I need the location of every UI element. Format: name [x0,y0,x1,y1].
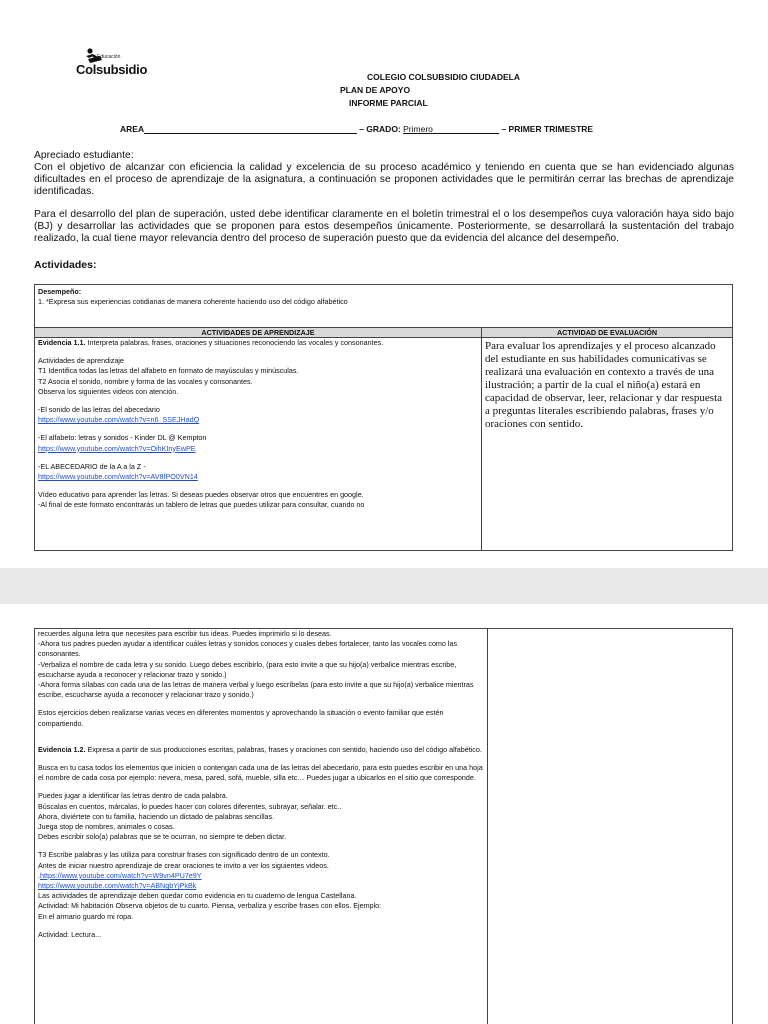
school-name: COLEGIO COLSUBSIDIO CIUDADELA [367,72,521,82]
desempeno-text: 1. *Expresa sus experiencias cotidianas de manera coherente haciendo uso del código alfabético [38,297,348,307]
area-blank: _____________________________________________ [144,124,357,134]
learning-column-header: ACTIVIDADES DE APRENDIZAJE [35,328,482,338]
observe-text: Observa los siguientes videos con atención. [38,386,179,396]
document-page-2 [0,604,768,1024]
intro-paragraph [34,150,734,198]
task-t1: T1 Identifica todas las letras del alfabeto en formato de mayúsculas y minúsculas. [38,366,299,376]
video-1-link[interactable]: https://www.youtube.com/watch?v=n6_SSEJHadQ [38,415,200,425]
activities-table-1 [34,284,733,551]
learning-activities-cell [35,338,482,551]
evaluation-continued-cell [488,629,733,1024]
line-syllables: -Ahora forma sílabas con cada una de las letras de manera verbal y luego escríbelas (para esto invite a que su hijo(a) verbalice mientras escribe, escucharse ayuda a reconocer y relacionar trazo y sonido.) [38,680,474,700]
line-reading-activity: Actividad: Lectura... [38,929,102,939]
report-title: INFORME PARCIAL [349,98,428,108]
task-t2: T2 Asocia el sonido, nombre y forma de las vocales y consonantes. [38,376,253,386]
desempeno-label: Desempeño: [38,287,82,296]
line-search-stories: Búscalas en cuentos, márcalas, lo puedes hacer con colores diferentes, subrayar, señalar. etc.. [38,801,342,811]
evidence-1-1-text: Interpreta palabras, frases, oraciones y situaciones reconociendo las vocales y consonantes. [85,338,384,347]
line-example: En el armario guardo mi ropa. [38,911,134,921]
task-t3: T3 Escribe palabras y las utiliza para construir frases con significado dentro de un contexto. [38,850,330,860]
video-5-link[interactable]: https://www.youtube.com/watch?v=ABNgbYjPkBk [38,881,197,891]
line-stop-game: Juega stop de nombres, animales o cosas. [38,822,175,832]
grade-label: – GRADO: [359,124,401,134]
learning-activities-continued-cell: recuerdes alguna letra que necesites para escribir tus ideas. Puedes imprimirlo si lo deseas. -Ahora tus padres pueden ayudar a identificar cuáles letras y sonidos conoces y cuales debes fortalecer, tanto las vocales como las consonantes. -Verbaliza el nombre de cada letra y su sonido. Luego debes escribirlo, (para esto invite a que su hijo(a) verbalice mientras escribe, escucharse ayuda a reconocer y relacionar trazo y sonido.) -Ahora forma sílabas con cada una de las letras de manera verbal y luego escríbelas (para esto invite a que su hijo(a) verbalice mientras escribe, escucharse ayuda a reconocer y relacionar trazo y sonido.) Estos ejercicios deben realizarse varias veces en diferentes momentos y aprovechando la situación o evento familiar que estén compartiendo. Evidencia 1.2. Expresa a partir de sus producciones escritas, palabras, frases y oraciones con sentido, haciendo uso del código alfabético. Busca en tu casa todos los elementos que inicien o contengan cada una de las letras del abecedario, para esto puedes escribir en una hoja el nombre de cada cosa por ejemplo: nevera, mesa, pared, sofá, mueble, silla etc… Puedes jugar a ubicarlos en el sitio que corresponde. Puedes jugar a identificar las letras dentro de cada palabra. Búscalas en cuentos, márcalas, lo puedes hacer con colores diferentes, subrayar, señalar. etc.. Ahora, diviértete con tu familia, haciendo un dictado de palabras sencillas. Juega stop de nombres, animales o cosas. Debes escribir solo(a) palabras que se te ocurran, no siempre te deben dictar. T3 Escribe palabras y las utiliza para construir frases con significado dentro de un contexto. Antes de iniciar nuestro aprendizaje de crear oraciones te invito a ver los siguientes videos. .https://www.youtube.com/watch?v=W9vn4PU7e9Y https://www.youtube.com/watch?v=ABNgbYjPkBk Las actividades de aprendizaje deben quedar como evidencia en tu cuaderno de lengua Castellana. Actividad: Mi habitación Observa objetos de tu cuarto. Piensa, verbaliza y escribe frases con ellos. Ejemplo: En el armario guardo mi ropa. Actividad: Lectura... [35,629,488,1024]
line-my-room: Actividad: Mi habitación Observa objetos de tu cuarto. Piensa, verbaliza y escribe frases con ellos. Ejemplo: [38,901,382,911]
evidence-1-2-text: Expresa a partir de sus producciones escritas, palabras, frases y oraciones con sentido, haciendo uso del código alfabético. [85,744,482,754]
line-verbalize: -Verbaliza el nombre de cada letra y su sonido. Luego debes escribirlo, (para esto invite a que su hijo(a) verbalice mientras escribe, escucharse ayuda a reconocer y relacionar trazo y sonido.) [38,659,457,679]
evidence-1-1-label: Evidencia 1.1. [38,338,86,347]
line-dictation: Ahora, diviértete con tu familia, haciendo un dictado de palabras sencillas. [38,811,275,821]
desempeno-cell [35,285,733,328]
intro-p2: Para el desarrollo del plan de superación, usted debe identificar claramente en el boletín trimestral el o los desempeños cuya valoración haya sido bajo (BJ) y desarrollar las actividades que se proponen para estos desempeños únicamente. Posteriormente, se desarrollará la sustentación del trabajo realizado, la cual tiene mayor relevancia dentro del proceso de superación puesto que da evidencia del alcance del desempeño. [34,209,734,244]
logo-text: Colsubsidio [76,62,148,77]
evaluation-column-header: ACTIVIDAD DE EVALUACIÓN [482,328,733,338]
line-remember-letter: recuerdes alguna letra que necesites para escribir tus ideas. Puedes imprimirlo si lo deseas. [38,629,332,638]
plan-title: PLAN DE APOYO [340,85,411,95]
term-label: – PRIMER TRIMESTRE [501,124,594,134]
video-2-link[interactable]: https://www.youtube.com/watch?v=OihKInyEwPE [38,443,196,453]
video-2-title: -El alfabeto: letras y sonidos - Kinder DL @ Kempton [38,433,207,443]
video-3-link[interactable]: https://www.youtube.com/watch?v=AV8fPO0VN14 [38,472,198,482]
line-search-house: Busca en tu casa todos los elementos que inicien o contengan cada una de las letras del abecedario, para esto puedes escribir en una hoja el nombre de cada cosa por ejemplo: nevera, mesa, pared, sofá, mueble, silla etc… Puedes jugar a ubicarlos en el sitio que corresponde. [38,763,483,783]
line-exercises-note: Estos ejercicios deben realizarse varias veces en diferentes momentos y aprovechando la situación o evento familiar que estén compartiendo. [38,708,444,728]
grade-value: Primero [403,124,433,134]
activities-table-2 [34,628,733,1024]
line-identify-letters: Puedes jugar a identificar las letras dentro de cada palabra. [38,791,228,801]
evaluation-activity-cell: Para evaluar los aprendizajes y el proceso alcanzado del estudiante en sus habilidades comunicativas se realizará una evaluación en contexto a través de una ilustración; a partir de la cual el niño(a) estará en capacidad de observar, leer, relacionar y dar respuesta a preguntas literales escribiendo palabras, frases y/o oraciones con sentido. [482,338,733,551]
grade-blank: ______________ [432,124,500,134]
logo-small-text: Educación [97,54,121,60]
video-4-link[interactable]: https://www.youtube.com/watch?v=W9vn4PU7e9Y [40,870,202,880]
greeting: Apreciado estudiante: [34,150,134,161]
activities-title: Actividades: [34,259,97,271]
area-grade-line [120,124,660,134]
evidence-1-2-label: Evidencia 1.2. [38,744,86,754]
line-evidence-notebook: Las actividades de aprendizaje deben quedar como evidencia en tu cuaderno de lengua Castellana. [38,891,357,901]
video-3-title: -EL ABECEDARIO de la A a la Z - [38,461,146,471]
intro-p1: Con el objetivo de alcanzar con eficiencia la calidad y excelencia de su proceso académico y teniendo en cuenta que se han evidenciado algunas dificultades en el proceso de aprendizaje de la asignatura, a continuación se proponen actividades que le permitirán cerrar las brechas de aprendizaje identificadas. [34,161,734,197]
final-note: -Al final de este formato encontrarás un tablero de letras que puedes utilizar para consultar, cuando no [38,500,365,510]
video-1-title: -El sonido de las letras del abecedario [38,405,160,415]
line-videos-intro: Antes de iniciar nuestro aprendizaje de crear oraciones te invito a ver los siguientes videos. [38,860,329,870]
colsubsidio-logo [76,48,156,88]
video-note: Vídeo educativo para aprender las letras. Si deseas puedes observar otros que encuentres en google. [38,490,364,500]
area-label: AREA [120,124,145,134]
activities-label: Actividades de aprendizaje [38,356,124,366]
line-write-alone: Debes escribir solo(a) palabras que se te ocurran, no siempre te deben dictar. [38,832,287,842]
line-parents-help: -Ahora tus padres pueden ayudar a identificar cuáles letras y sonidos conoces y cuales debes fortalecer, tanto las vocales como las consonantes. [38,639,458,659]
